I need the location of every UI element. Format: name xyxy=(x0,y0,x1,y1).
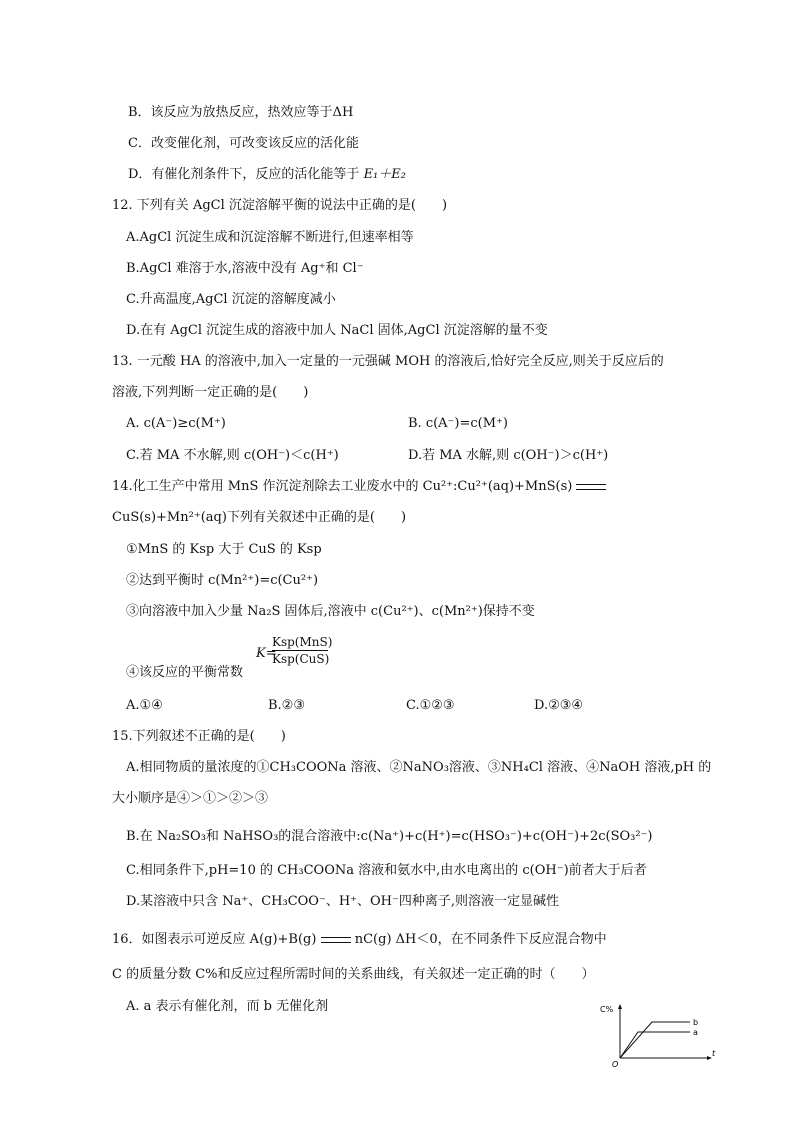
question-15-option-a: A.相同物质的量浓度的①CH₃COONa 溶液、②NaNO₃溶液、③NH₄Cl 溶液、④NaOH 溶液,pH 的 xyxy=(126,760,712,775)
question-14-option-b: B.②③ xyxy=(268,698,305,713)
y-axis-arrow xyxy=(618,1004,622,1009)
ksp-fraction xyxy=(272,634,333,667)
question-13-option-c: C.若 MA 不水解,则 c(OH⁻)＜c(H⁺) xyxy=(126,448,339,463)
question-15-option-a-line-2: 大小顺序是④＞①＞②＞③ xyxy=(112,791,269,806)
question-14-statement-3: ③向溶液中加入少量 Na₂S 固体后,溶液中 c(Cu²⁺)、c(Mn²⁺)保持不变 xyxy=(126,604,535,619)
question-13-option-a: A. c(A⁻)≥c(M⁺) xyxy=(126,416,226,431)
question-15-option-d: D.某溶液中只含 Na⁺、CH₃COO⁻、H⁺、OH⁻四种离子,则溶液一定显碱性 xyxy=(126,894,560,909)
question-13: 13. 一元酸 HA 的溶液中,加入一定量的一元强碱 MOH 的溶液后,恰好完全反应,则关于反应后的 xyxy=(112,354,664,369)
question-14-option-a: A.①④ xyxy=(126,698,163,713)
question-16-line-2: C 的质量分数 C%和反应过程所需时间的关系曲线，有关叙述一定正确的时（ ） xyxy=(112,967,595,982)
question-12-option-c: C.升高温度,AgCl 沉淀的溶解度减小 xyxy=(126,292,336,307)
equilibrium-arrow xyxy=(576,482,606,492)
question-14 xyxy=(112,478,606,496)
question-12-option-b: B.AgCl 难溶于水,溶液中没有 Ag⁺和 Cl⁻ xyxy=(126,261,364,276)
question-12-option-d: D.在有 AgCl 沉淀生成的溶液中加人 NaCl 固体,AgCl 沉淀溶解的量不变 xyxy=(126,323,548,338)
curve-a-line xyxy=(620,1032,690,1058)
option-d-q11 xyxy=(128,166,406,184)
origin-label: O xyxy=(612,1060,619,1069)
question-14-statement-2: ②达到平衡时 c(Mn²⁺)=c(Cu²⁺) xyxy=(126,573,319,588)
question-15-option-c: C.相同条件下,pH=10 的 CH₃COONa 溶液和氨水中,由水电离出的 c(OH⁻)前者大于后者 xyxy=(126,863,647,878)
ksp-numerator: Ksp(MnS) xyxy=(272,635,333,649)
question-14-text: 14.化工生产中常用 MnS 作沉淀剂除去工业废水中的 Cu²⁺:Cu²⁺(aq)+MnS(s) xyxy=(112,479,573,494)
question-16 xyxy=(112,931,607,949)
question-14-statement-4: ④该反应的平衡常数 xyxy=(126,665,244,680)
question-12: 12. 下列有关 AgCl 沉淀溶解平衡的说法中正确的是( ) xyxy=(112,198,448,213)
question-12-option-a: A.AgCl 沉淀生成和沉淀溶解不断进行,但速率相等 xyxy=(126,230,414,245)
question-13-option-b: B. c(A⁻)=c(M⁺) xyxy=(408,416,508,431)
concentration-time-graph xyxy=(598,1000,718,1070)
question-14-line-2: CuS(s)+Mn²⁺(aq)下列有关叙述中正确的是( ) xyxy=(112,510,407,525)
question-14-option-d: D.②③④ xyxy=(534,698,584,713)
question-16-text-2: nC(g) ΔH＜0，在不同条件下反应混合物中 xyxy=(354,932,607,947)
x-axis-label: t xyxy=(712,1049,716,1058)
question-14-option-c: C.①②③ xyxy=(406,698,455,713)
curve-a-label: a xyxy=(693,1028,698,1037)
question-13-line-2: 溶液,下列判断一定正确的是( ) xyxy=(112,385,309,400)
option-d-energy: E₁＋E₂ xyxy=(363,167,406,182)
curve-b-line xyxy=(620,1022,690,1058)
curve-b-label: b xyxy=(693,1018,699,1027)
option-c-q11: C．改变催化剂，可改变该反应的活化能 xyxy=(128,136,359,151)
question-15: 15.下列叙述不正确的是( ) xyxy=(112,729,286,744)
ksp-denominator: Ksp(CuS) xyxy=(272,652,330,666)
question-16-option-a: A. a 表示有催化剂，而 b 无催化剂 xyxy=(126,999,329,1014)
question-14-statement-1: ①MnS 的 Ksp 大于 CuS 的 Ksp xyxy=(126,542,322,557)
equilibrium-constant-label: K= xyxy=(256,646,277,661)
question-16-text: 16．如图表示可逆反应 A(g)+B(g) xyxy=(112,932,317,947)
y-axis-label: C% xyxy=(600,1005,614,1014)
option-d-text: D．有催化剂条件下，反应的活化能等于 xyxy=(128,167,364,182)
question-15-option-b: B.在 Na₂SO₃和 NaHSO₃的混合溶液中:c(Na⁺)+c(H⁺)=c(HSO₃⁻)+c(OH⁻)+2c(SO₃²⁻) xyxy=(126,829,653,844)
equilibrium-arrow-16 xyxy=(321,935,351,945)
option-b-q11: B．该反应为放热反应，热效应等于ΔH xyxy=(128,105,354,120)
question-13-option-d: D.若 MA 水解,则 c(OH⁻)＞c(H⁺) xyxy=(408,448,609,463)
